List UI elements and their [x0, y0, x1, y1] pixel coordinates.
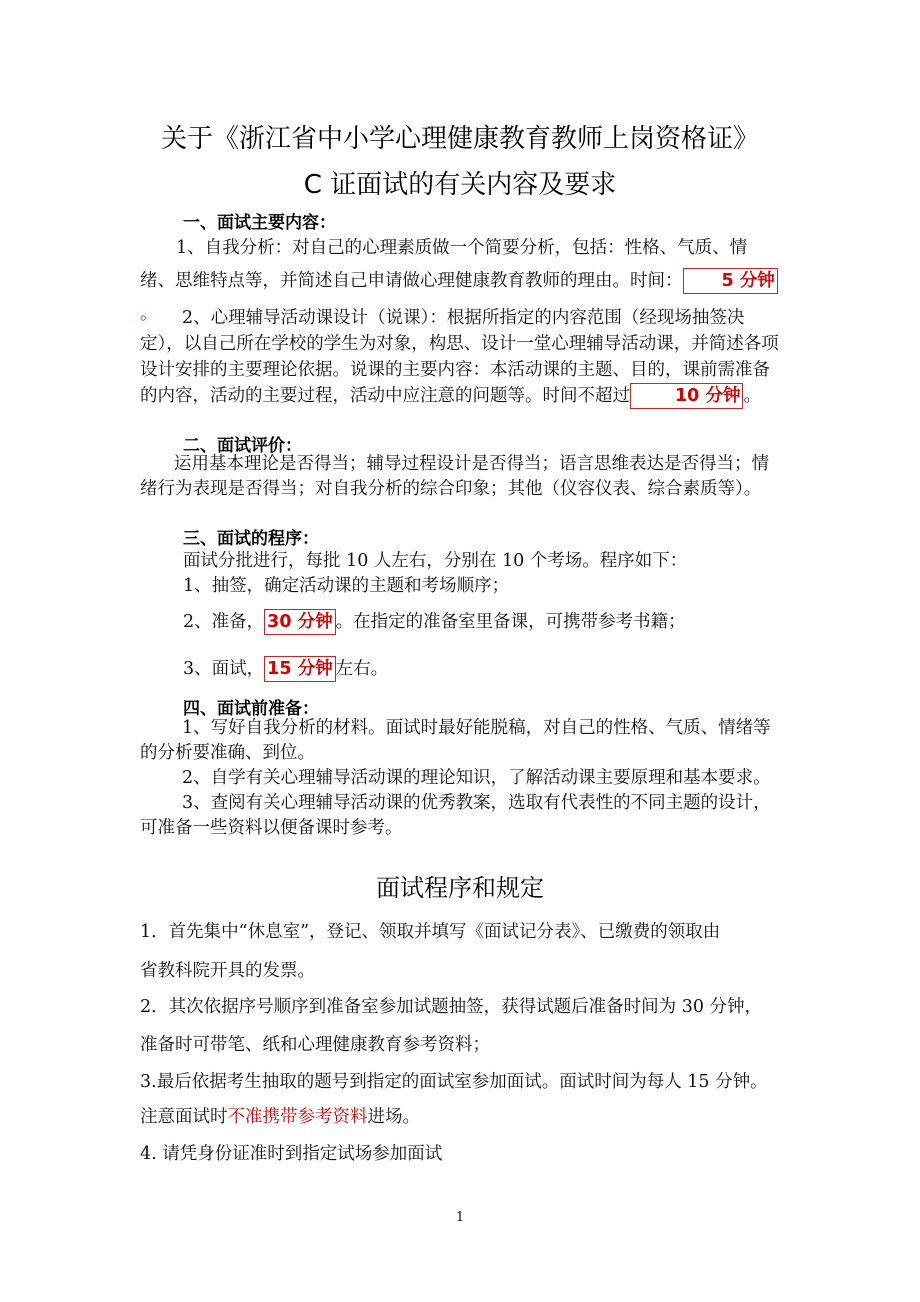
- rule-1-line-1: 1．首先集中“休息室”，登记、领取并填写《面试记分表》、已缴费的领取由: [140, 922, 721, 942]
- rules-title: 面试程序和规定: [376, 874, 544, 902]
- section4-item3: 3、查阅有关心理辅导活动课的优秀教案，选取有代表性的不同主题的设计，可准备一些资料以便备课时参考。: [140, 793, 771, 838]
- title-line-1: 关于《浙江省中小学心理健康教育教师上岗资格证》: [160, 124, 759, 154]
- rule-2-line-1: 2．其次依据序号顺序到准备室参加试题抽签，获得试题后准备时间为 30 分钟，: [140, 997, 763, 1017]
- section3-step3-post: 左右。: [335, 659, 389, 679]
- section1-item1-end: 。: [140, 304, 158, 324]
- section2-heading: 二、面试评价：: [183, 436, 302, 456]
- time-badge-5min: 5 分钟: [683, 268, 778, 294]
- section1-item1-text: 1、自我分析：对自己的心理素质做一个简要分析，包括：性格、气质、情绪、思维特点等，并简述自己申请做心理健康教育教师的理由。时间：: [140, 238, 748, 291]
- rule-3-line-2: [140, 1103, 420, 1128]
- section3-step2-post: 。在指定的准备室里备课，可携带参考书籍；: [335, 612, 686, 632]
- time-badge-10min: 10 分钟: [630, 383, 743, 409]
- rule-3-post: 进场。: [367, 1107, 420, 1127]
- page-number: 1: [455, 1210, 465, 1225]
- rule-3-line-1: 3.最后依据考生抽取的题号到指定的面试室参加面试。面试时间为每人 15 分钟。: [140, 1072, 768, 1092]
- section4-item1: 1、写好自我分析的材料。面试时最好能脱稿，对自己的性格、气质、情绪等的分析要准确、到位。: [140, 718, 771, 763]
- rule-3-warning: 不准携带参考资料: [227, 1107, 368, 1127]
- rule-1-line-2: 省教科院开具的发票。: [140, 961, 315, 981]
- time-badge-15min: 15 分钟: [264, 656, 335, 682]
- time-badge-30min: 30 分钟: [264, 609, 335, 635]
- rule-4: 4. 请凭身份证准时到指定试场参加面试: [140, 1144, 443, 1164]
- section1-item2-text: 2、心理辅导活动课设计（说课）：根据所指定的内容范围（经现场抽签决定），以自己所在学校的学生为对象，构思、设计一堂心理辅导活动课，并简述各项设计安排的主要理论依据。说课的主要内容：本活动课的主题、目的，课前需准备的内容，活动的主要过程，活动中应注意的问题等。时间不超过: [140, 308, 779, 406]
- section3-step3-pre: 3、面试，: [183, 659, 265, 679]
- title-line-2: C 证面试的有关内容及要求: [303, 170, 617, 200]
- rule-3-pre: 注意面试时: [140, 1107, 228, 1127]
- section1-item2-end: 。: [743, 386, 761, 406]
- section3-step3: [183, 655, 388, 682]
- rule-2-line-2: 准备时可带笔、纸和心理健康教育参考资料；: [140, 1035, 490, 1055]
- section3-step2-pre: 2、准备，: [183, 612, 265, 632]
- section3-step2: [183, 608, 686, 635]
- section1-item2: [140, 305, 780, 409]
- section3-step1: 1、抽签，确定活动课的主题和考场顺序；: [183, 576, 510, 596]
- section1-heading: 一、面试主要内容：: [183, 213, 336, 233]
- section3-heading: 三、面试的程序：: [183, 529, 319, 549]
- section2-text: 运用基本理论是否得当；辅导过程设计是否得当；语言思维表达是否得当；情绪行为表现是否得当；对自我分析的综合印象；其他（仪容仪表、综合素质等）。: [140, 454, 769, 499]
- section4-item2: 2、自学有关心理辅导活动课的理论知识，了解活动课主要原理和基本要求。: [182, 768, 771, 788]
- section4-heading: 四、面试前准备：: [183, 699, 319, 719]
- section3-intro: 面试分批进行，每批 10 人左右，分别在 10 个考场。程序如下：: [183, 551, 688, 571]
